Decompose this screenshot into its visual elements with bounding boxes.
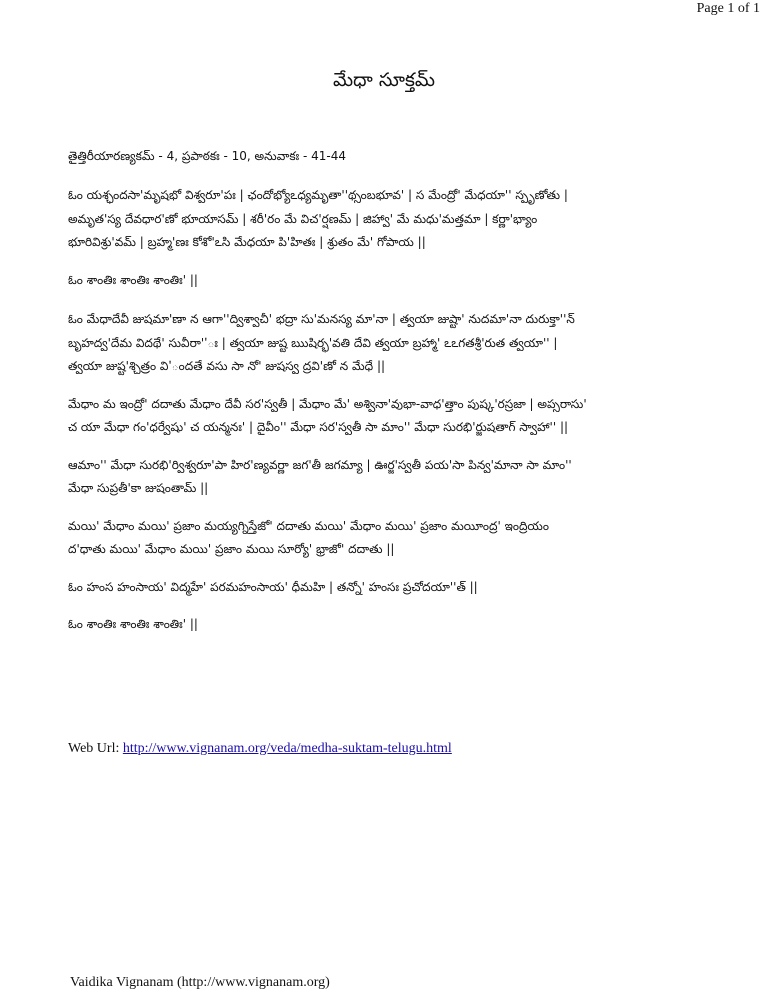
page-number: Page 1 of 1 — [696, 1, 760, 16]
verse-line: ఓం శాంతిః శాంతిః శాంతిః' || — [68, 617, 198, 631]
shanti-paragraph — [68, 269, 748, 293]
verse-body — [68, 184, 748, 653]
verse-line: మేధాం మ ఇంద్రో' దదాతు మేధాం దేవీ సర'స్వతీ | మేధాం మే' అశ్వినా'వుభా-వాధ'త్తాం పుష్క'రస్రజా | అప్సరాసు' — [68, 396, 587, 411]
verse-paragraph — [68, 576, 748, 600]
verse-line: భూరివిశ్రు'వమ్ | బ్రహ్మ'ణః కోశో'ఽసి మేధయా పి'హితః | శ్రుతం మే' గోపాయ || — [68, 235, 426, 249]
verse-paragraph — [68, 184, 748, 255]
verse-line: మేధా సుప్రతీ'కా జుషంతామ్ || — [68, 481, 209, 495]
verse-paragraph — [68, 454, 748, 501]
verse-line: చ యా మేధా గం'ధర్వేషు' చ యన్మనః' | దైవీం'' మేధా సర'స్వతీ సా మాం'' మేధా సురభి'ర్జుషతాగ్ స్వాహా'' || — [68, 420, 569, 434]
shanti-paragraph — [68, 613, 748, 637]
source-reference: తైత్తిరీయారణ్యకమ్ - 4, ప్రపాఠకః - 10, అనువాకః - 41-44 — [68, 149, 347, 163]
verse-line: త్వయా జుష్ట'శ్చిత్రం వి'ందతే వసు సా నో' జుషస్వ ద్రవి'ణో న మేధే || — [68, 359, 386, 373]
verse-paragraph — [68, 308, 748, 379]
verse-line: ఓం యశ్ఛందసా'మృషభో విశ్వరూ'పః | ఛందోభ్యోఽధ్యమృతా''థ్సంబభూవ' | స మేంద్రో' మేధయా'' స్పృణోతు | — [68, 188, 568, 202]
page-footer: Vaidika Vignanam (http://www.vignanam.org) — [70, 975, 330, 990]
verse-line: ఆమాం'' మేధా సురభి'ర్విశ్వరూ'పా హిర'ణ్యవర్ణా జగ'తీ జగమ్యా | ఊర్జ'స్వతీ పయ'సా పిన్వ'మానా సా మాం'' — [68, 457, 572, 472]
verse-paragraph — [68, 393, 748, 440]
web-url-link[interactable]: http://www.vignanam.org/veda/medha-suktam-telugu.html — [122, 741, 452, 756]
web-url-label: Web Url: — [68, 741, 123, 756]
verse-line: ఓం మేధాదేవీ జుషమా'ణా న ఆగా''ద్విశ్వాచీ' భద్రా సు'మనస్య మా'నా | త్వయా జుష్టా' నుదమా'నా దురుక్తా''న్ — [68, 312, 575, 326]
verse-line: మయి' మేధాం మయి' ప్రజాం మయ్యగ్నిస్తేజో' దదాతు మయి' మేధాం మయి' ప్రజాం మయీంద్ర' ఇంద్రియం — [68, 518, 549, 533]
page-title: మేధా సూక్తమ్ — [332, 69, 436, 91]
verse-line: ఓం శాంతిః శాంతిః శాంతిః' || — [68, 272, 198, 287]
verse-line: ఓం హంస హంసాయ' విద్మహే' పరమహంసాయ' ధీమహి | తన్నో' హంసః ప్రచోదయా''త్ || — [68, 579, 478, 594]
web-url-line — [68, 740, 452, 758]
verse-line: బృహద్వ'దేమ విదథే' సువీరా''ః | త్వయా జుష్ట ఋషిర్భ'వతి దేవి త్వయా బ్రహ్మా' ఽఽగతశ్రీ'రుత త్వయా'' | — [68, 335, 558, 350]
verse-paragraph — [68, 515, 748, 562]
verse-line: అమృత'స్య దేవధార'ణో భూయాసమ్ | శరీ'రం మే విచ'ర్షణమ్ | జిహ్వా' మే మధు'మత్తమా | కర్ణా'భ్యాం — [68, 211, 538, 226]
verse-line: ద'ధాతు మయి' మేధాం మయి' ప్రజాం మయి సూర్యో' భ్రాజో' దదాతు || — [68, 542, 395, 556]
